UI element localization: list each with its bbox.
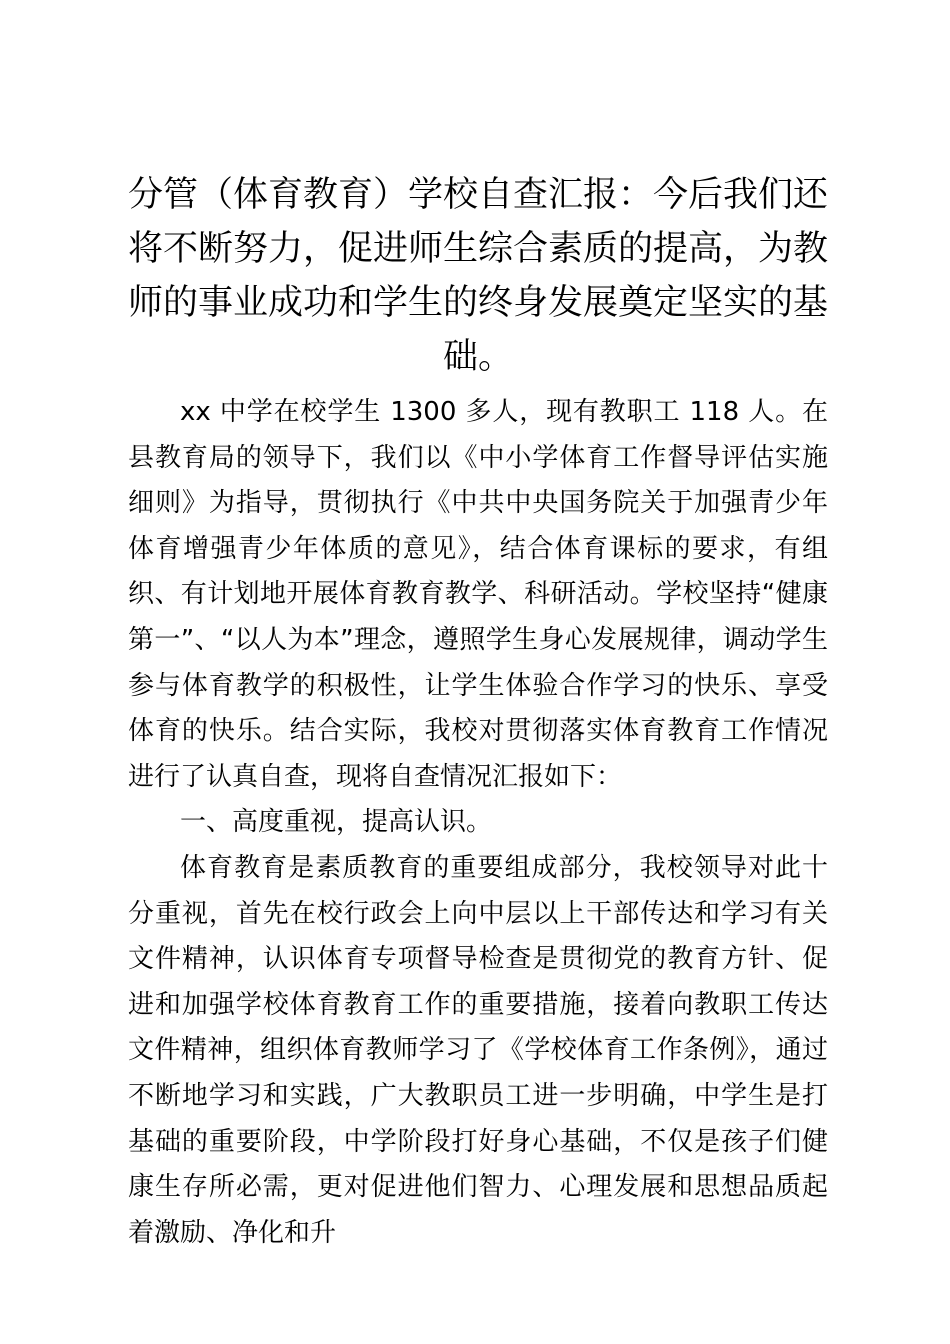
document-body	[128, 390, 828, 1256]
section-heading: 一、高度重视，提高认识。	[180, 807, 493, 838]
document-page	[128, 168, 828, 1256]
intro-paragraph: xx 中学在校学生 1300 多人，现有教职工 118 人。在县教育局的领导下，我们以《中小学体育工作督导评估实施细则》为指导，贯彻执行《中共中央国务院关于加强青少年体育增强青少年体质的意见》，结合体育课标的要求，有组织、有计划地开展体育教育教学、科研活动。学校坚持“健康第一”、“以人为本”理念，遵照学生身心发展规律，调动学生参与体育教学的积极性，让学生体验合作学习的快乐、享受体育的快乐。结合实际，我校对贯彻落实体育教育工作情况进行了认真自查，现将自查情况汇报如下：	[128, 397, 828, 792]
section-paragraph: 体育教育是素质教育的重要组成部分，我校领导对此十分重视，首先在校行政会上向中层以上干部传达和学习有关文件精神，认识体育专项督导检查是贯彻党的教育方针、促进和加强学校体育教育工作的重要措施，接着向教职工传达文件精神，组织体育教师学习了《学校体育工作条例》，通过不断地学习和实践，广大教职员工进一步明确，中学生是打基础的重要阶段，中学阶段打好身心基础，不仅是孩子们健康生存所必需，更对促进他们智力、心理发展和思想品质起着激励、净化和升	[128, 852, 828, 1248]
document-title: 分管（体育教育）学校自查汇报：今后我们还将不断努力，促进师生综合素质的提高，为教师的事业成功和学生的终身发展奠定坚实的基础。	[128, 175, 829, 377]
